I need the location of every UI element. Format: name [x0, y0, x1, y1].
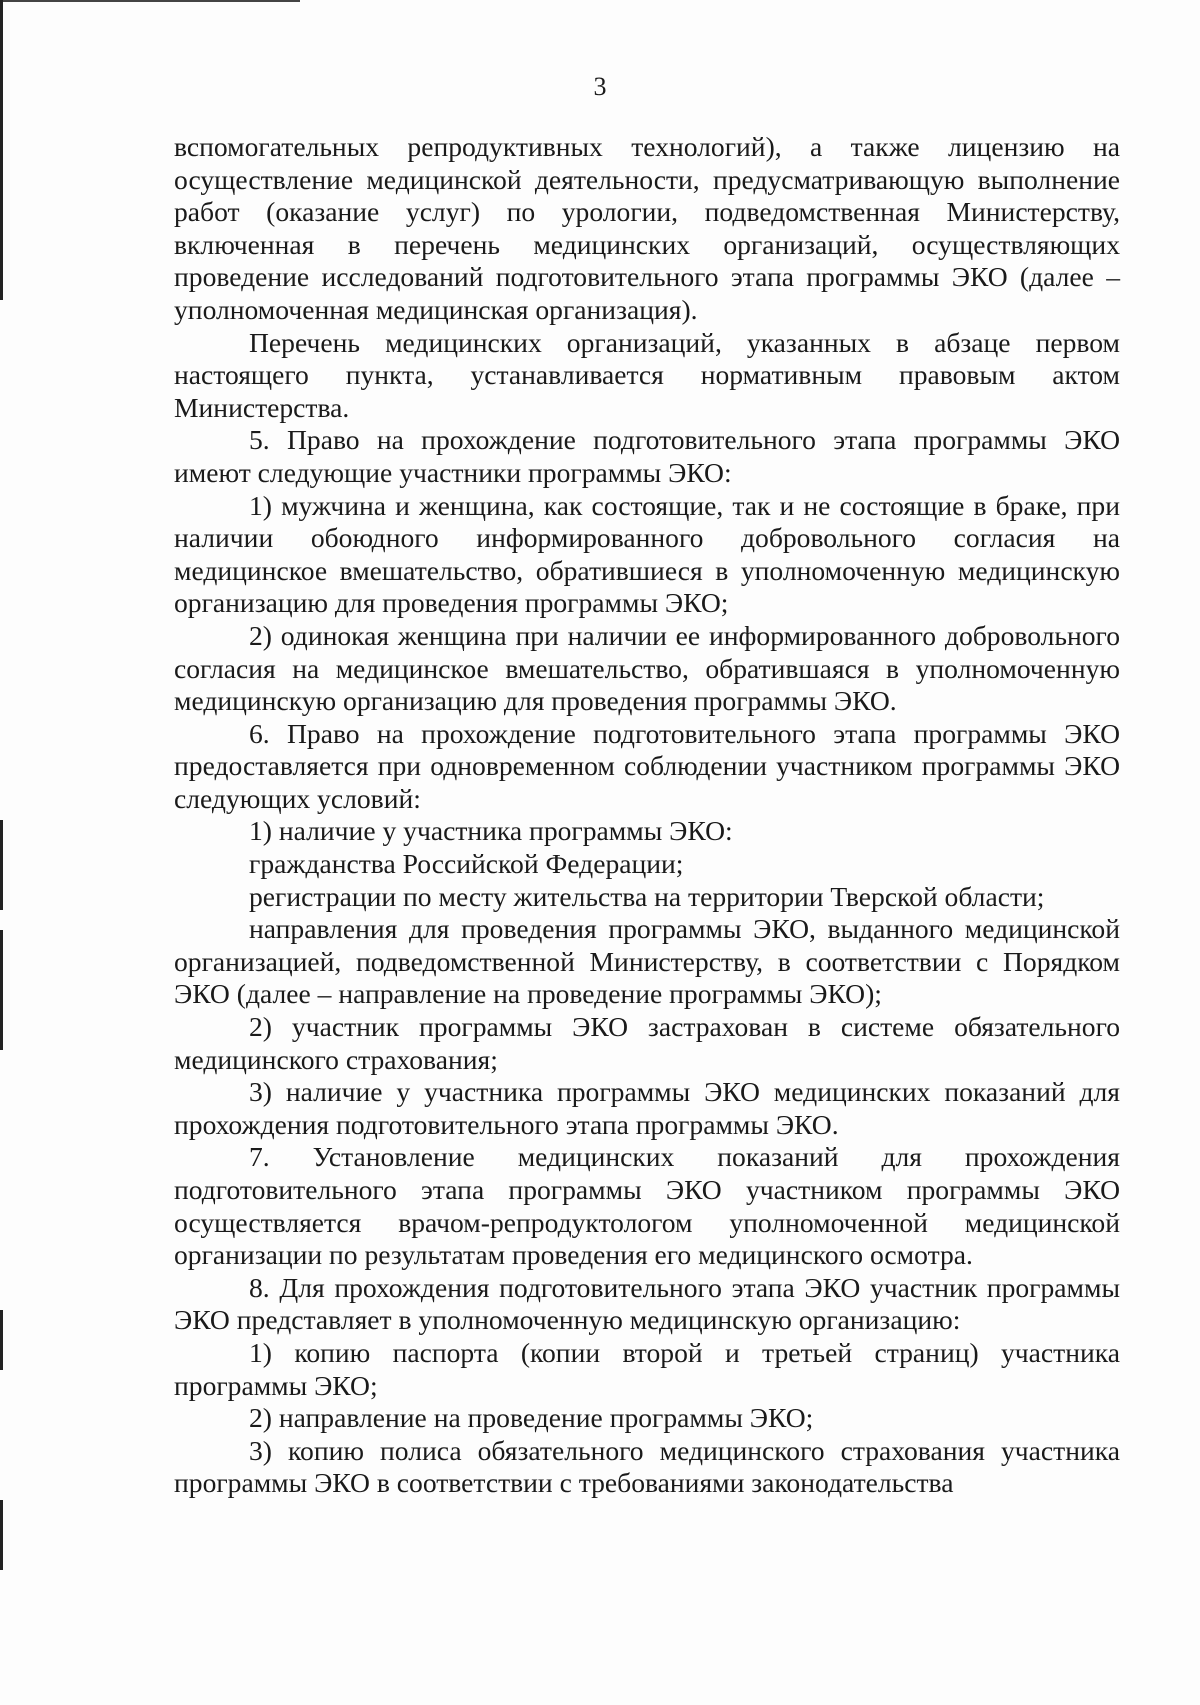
paragraph: 5. Право на прохождение подготовительного этапа программы ЭКО имеют следующие участники программы ЭКО: [174, 424, 1120, 488]
scan-artifact-left-edge [0, 1310, 3, 1370]
paragraph: Перечень медицинских организаций, указанных в абзаце первом настоящего пункта, устанавливается нормативным правовым актом Министерства. [174, 326, 1120, 423]
paragraph: 7. Установление медицинских показаний для прохождения подготовительного этапа программы ЭКО участником программы ЭКО осуществляется врачом-репродуктологом уполномоченной медицинской организации по результатам проведения его медицинского осмотра. [174, 1141, 1120, 1271]
paragraph: 1) копию паспорта (копии второй и третьей страниц) участника программы ЭКО; [174, 1336, 1120, 1401]
paragraph: направления для проведения программы ЭКО, выданного медицинской организацией, подведомственной Министерству, в соответствии с Порядком ЭКО (далее – направление на проведение программы ЭКО); [174, 913, 1120, 1010]
scan-artifact-left-edge [0, 0, 3, 300]
paragraph: 3) наличие у участника программы ЭКО медицинских показаний для прохождения подготовительного этапа программы ЭКО. [174, 1076, 1120, 1140]
paragraph: 6. Право на прохождение подготовительного этапа программы ЭКО предоставляется при одновременном соблюдении участником программы ЭКО следующих условий: [174, 717, 1120, 814]
paragraph: гражданства Российской Федерации; [249, 848, 684, 880]
paragraph: 2) одинокая женщина при наличии ее информированного добровольного согласия на медицинское вмешательство, обратившаяся в уполномоченную медицинскую организацию для проведения программы ЭКО. [174, 619, 1120, 717]
paragraph: вспомогательных репродуктивных технологий), а также лицензию на осуществление медицинской деятельности, предусматривающую выполнение работ (оказание услуг) по урологии, подведомственная Министерству, включенная в перечень медицинских организаций, осуществляющих проведение исследований подготовительного этапа программы ЭКО (далее – уполномоченная медицинская организация). [174, 131, 1120, 325]
paragraph: 2) направление на проведение программы ЭКО; [249, 1402, 814, 1434]
paragraph: 1) мужчина и женщина, как состоящие, так и не состоящие в браке, при наличии обоюдного информированного добровольного согласия на медицинское вмешательство, обратившиеся в уполномоченную медицинскую организацию для проведения программы ЭКО; [174, 489, 1120, 619]
paragraph: 3) копию полиса обязательного медицинского страхования участника программы ЭКО в соответствии с требованиями законодательства [174, 1434, 1120, 1499]
paragraph: регистрации по месту жительства на территории Тверской области; [249, 880, 1045, 912]
scan-artifact-left-edge [0, 1500, 3, 1570]
document-body [174, 131, 1120, 1500]
page-number: 3 [593, 72, 607, 101]
paragraph: 8. Для прохождения подготовительного этапа ЭКО участник программы ЭКО представляет в уполномоченную медицинскую организацию: [174, 1271, 1120, 1336]
scan-artifact-left-edge [0, 930, 3, 1050]
paragraph: 1) наличие у участника программы ЭКО: [249, 815, 733, 847]
scan-artifact-top-line [0, 0, 300, 2]
paragraph: 2) участник программы ЭКО застрахован в системе обязательного медицинского страхования; [174, 1011, 1120, 1075]
scan-artifact-left-edge [0, 820, 3, 910]
